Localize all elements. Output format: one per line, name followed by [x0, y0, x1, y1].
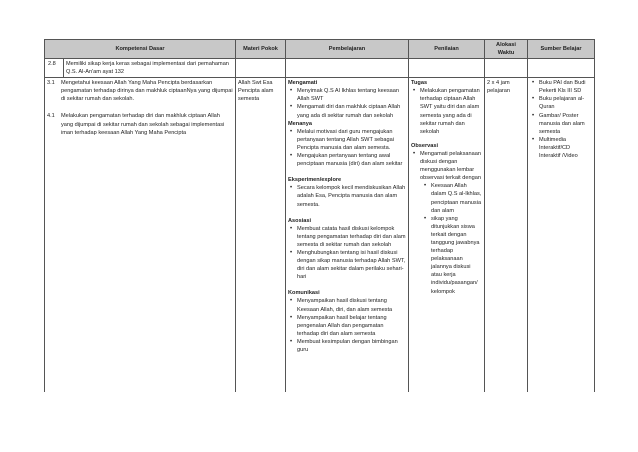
kompetensi-dasar-cell	[45, 78, 236, 393]
section-heading-komunikasi: Komunikasi	[288, 290, 320, 297]
kd-text: Mengetahui keesaan Allah Yang Maha Pencipta berdasarkan pengamatan terhadap dirinya dan makhluk ciptaanNya yang dijumpai di sekitar rumah dan sekolah.	[61, 80, 233, 103]
list-item: • Melalui motivasi dari guru mengajukan pertanyaan tentang Allah SWT sebagai Pencipta manusia dan alam semesta.	[288, 128, 406, 152]
list-item: • Secara kelompok kecil mendiskusikan Allah adalah Esa, Pencipta manusia dan alam semesta.	[288, 184, 406, 208]
alokasi-waktu-cell: 2 x 4 jam pelajaran	[485, 78, 528, 393]
list-item: • Membuat kesimpulan dengan bimbingan guru	[288, 338, 406, 354]
sumber-list	[530, 79, 592, 160]
list-item: • sikap yang ditunjukkan siswa terkait dengan tanggung jawabnya terhadap pelaksanaan jalannya diskusi atau kerja individu/pasangan/ kelompok	[422, 215, 482, 296]
header-penilaian: Penilaian	[409, 40, 485, 59]
observasi-sub-list	[422, 182, 482, 295]
kd-number: 2.8	[45, 59, 64, 78]
header-materi-pokok: Materi Pokok	[236, 40, 286, 59]
list-item: • Menghubungkan tentang isi hasil diskusi dengan sikap manusia terhadap Allah SWT, diri dan alam sekitar dalam perilaku sehari-hari	[288, 249, 406, 281]
section-heading-eksperimen: Eksperimen/explore	[288, 177, 342, 184]
table-row	[45, 78, 595, 393]
section-heading-asosiasi: Asosiasi	[288, 217, 312, 224]
kd-item	[47, 79, 233, 103]
materi-pokok-cell: Allah Swt Esa Pencipta alam semesta	[236, 78, 286, 393]
header-alokasi-waktu: Alokasi Waktu	[485, 40, 528, 59]
komunikasi-list	[288, 297, 406, 354]
kd-text: Melakukan pengamatan terhadap diri dan makhluk ciptaan Allah yang dijumpai di sekitar rumah dan sekolah sebagai implementasi iman terhadap keesaan Allah Yang Maha Pencipta	[61, 113, 225, 136]
list-item: • Membuat catata hasil diskusi kelompok tentang pengamatan terhadap diri dan alam semesta di sekitar rumah dan sekolah	[288, 225, 406, 249]
list-item: • Menyampaikan hasil diskusi tentang Keesaan Allah, diri, dan alam semesta	[288, 297, 406, 313]
kd-text: Memiliki sikap kerja keras sebagai implementasi dari pemahaman Q.S. Al-An'am ayat 132	[64, 59, 236, 78]
list-item: • Gambar/ Poster manusia dan alam semesta	[530, 112, 592, 136]
header-sumber-belajar: Sumber Belajar	[528, 40, 595, 59]
eksperimen-list	[288, 184, 406, 208]
section-heading-menanya: Menanya	[288, 120, 312, 127]
list-item: • Melakukan pengamatan terhadap ciptaan Allah SWT yaitu diri dan alam semesta yang ada di sekitar rumah dan sekolah	[411, 87, 482, 136]
syllabus-table	[44, 39, 595, 392]
list-item: • Keesaan Allah dalam Q.S al-Ikhlas, penciptaan manusia dan alam	[422, 182, 482, 214]
observasi-text: Mengamati pelaksanaan diskusi dengan menggunakan lembar observasi terkait dengan	[420, 150, 481, 182]
list-item: • Mengajukan pertanyaan tentang awal penciptaan manusia (diri) dan alam sekitar	[288, 152, 406, 168]
sumber-belajar-cell	[528, 78, 595, 393]
list-item: • Menyampaikan hasil belajar tentang pengenalan Allah dan pengamatan terhadap diri dan alam semesta	[288, 314, 406, 338]
asosiasi-list	[288, 225, 406, 282]
kd-number: 3.1	[47, 80, 55, 87]
header-kompetensi-dasar: Kompetensi Dasar	[45, 40, 236, 59]
list-item	[411, 150, 482, 296]
section-heading-mengamati: Mengamati	[288, 80, 318, 87]
kd-number: 4.1	[47, 113, 55, 120]
pembelajaran-cell	[286, 78, 409, 393]
header-row	[45, 40, 595, 59]
tugas-list	[411, 87, 482, 136]
section-heading-tugas: Tugas	[411, 80, 428, 87]
list-item: • Buku pelajaran al-Quran	[530, 95, 592, 111]
section-heading-observasi: Observasi	[411, 142, 439, 149]
menanya-list	[288, 128, 406, 168]
mengamati-list	[288, 87, 406, 119]
kd-item	[47, 112, 233, 136]
header-pembelajaran: Pembelajaran	[286, 40, 409, 59]
list-item: • Menyimak Q.S Al Ikhlas tentang keesaan Allah SWT	[288, 87, 406, 103]
list-item: • Multimedia Interaktif/CD Interaktif /Video	[530, 136, 592, 160]
table-row	[45, 59, 595, 78]
observasi-list	[411, 150, 482, 296]
penilaian-cell	[409, 78, 485, 393]
list-item: • Mengamati diri dan makhluk ciptaan Allah yang ada di sekitar rumah dan sekolah	[288, 103, 406, 119]
list-item: • Buku PAI dan Budi Pekerti Kls III SD	[530, 79, 592, 95]
